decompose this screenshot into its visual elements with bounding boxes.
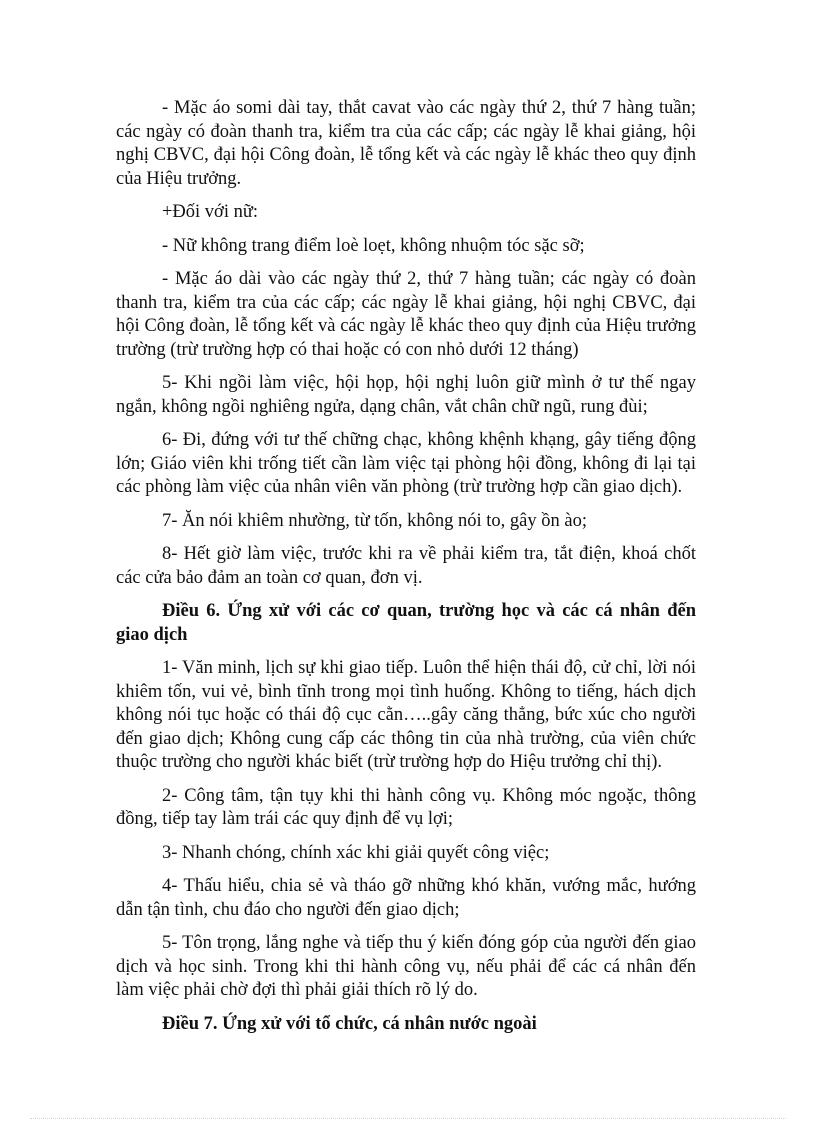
article-6-item-4: 4- Thấu hiểu, chia sẻ và tháo gỡ những khó khăn, vướng mắc, hướng dẫn tận tình, chu đáo cho người đến giao dịch;	[116, 876, 696, 920]
article-7-heading: Điều 7. Ứng xử với tổ chức, cá nhân nước ngoài	[162, 1013, 537, 1034]
paragraph-item-7-speech: 7- Ăn nói khiêm nhường, từ tốn, không nói to, gây ồn ào;	[162, 510, 587, 531]
paragraph-item-6-posture: 6- Đi, đứng với tư thế chững chạc, không khệnh khạng, gây tiếng động lớn; Giáo viên khi trống tiết cần làm việc tại phòng hội đồng, không đi lại tại các phòng làm việc của nhân viên văn phòng (trừ trường hợp cần giao dịch).	[116, 430, 696, 497]
article-6-item-5: 5- Tôn trọng, lắng nghe và tiếp thu ý kiến đóng góp của người đến giao dịch và học sinh. Trong khi thi hành công vụ, nếu phải để các cá nhân đến làm việc phải chờ đợi thì phải giải thích rõ lý do.	[116, 933, 696, 1000]
paragraph-female-dress-code: - Mặc áo dài vào các ngày thứ 2, thứ 7 hàng tuần; các ngày có đoàn thanh tra, kiểm tra của các cấp; các ngày lễ khai giảng, hội nghị CBVC, đại hội Công đoàn, lễ tổng kết và các ngày lễ khác theo quy định của Hiệu trưởng trường (trừ trường hợp có thai hoặc có con nhỏ dưới 12 tháng)	[116, 269, 696, 360]
paragraph-item-5-sitting: 5- Khi ngồi làm việc, hội họp, hội nghị luôn giữ mình ở tư thế ngay ngắn, không ngồi nghiêng ngửa, dạng chân, vắt chân chữ ngũ, rung đùi;	[116, 373, 696, 417]
paragraph-female-heading: +Đối với nữ:	[162, 202, 259, 222]
article-6-item-2: 2- Công tâm, tận tụy khi thi hành công vụ. Không móc ngoặc, thông đồng, tiếp tay làm trái các quy định để vụ lợi;	[116, 785, 696, 829]
article-6-heading: Điều 6. Ứng xử với các cơ quan, trường học và các cá nhân đến giao dịch	[116, 601, 696, 645]
paragraph-item-8-end-of-work: 8- Hết giờ làm việc, trước khi ra về phải kiểm tra, tắt điện, khoá chốt các cửa bảo đảm an toàn cơ quan, đơn vị.	[116, 544, 696, 588]
article-6-item-3: 3- Nhanh chóng, chính xác khi giải quyết công việc;	[162, 842, 550, 863]
paragraph-male-dress-code: - Mặc áo somi dài tay, thắt cavat vào các ngày thứ 2, thứ 7 hàng tuần; các ngày có đoàn thanh tra, kiểm tra của các cấp; các ngày lễ khai giảng, hội nghị CBVC, đại hội Công đoàn, lễ tổng kết và các ngày lễ khác theo quy định của Hiệu trưởng.	[116, 98, 696, 189]
paragraph-female-makeup: - Nữ không trang điểm loè loẹt, không nhuộm tóc sặc sỡ;	[162, 235, 585, 256]
article-6-item-1: 1- Văn minh, lịch sự khi giao tiếp. Luôn thể hiện thái độ, cử chỉ, lời nói khiêm tốn, vui vẻ, bình tĩnh trong mọi tình huống. Không to tiếng, hách dịch không nói tục hoặc có thái độ cục cằn…..gây căng thẳng, bức xúc cho người đến giao dịch; Không cung cấp các thông tin của nhà trường, của viên chức thuộc trường cho người khác biết (trừ trường hợp do Hiệu trưởng chỉ thị).	[116, 658, 696, 772]
page-bottom-rule	[30, 1118, 786, 1119]
